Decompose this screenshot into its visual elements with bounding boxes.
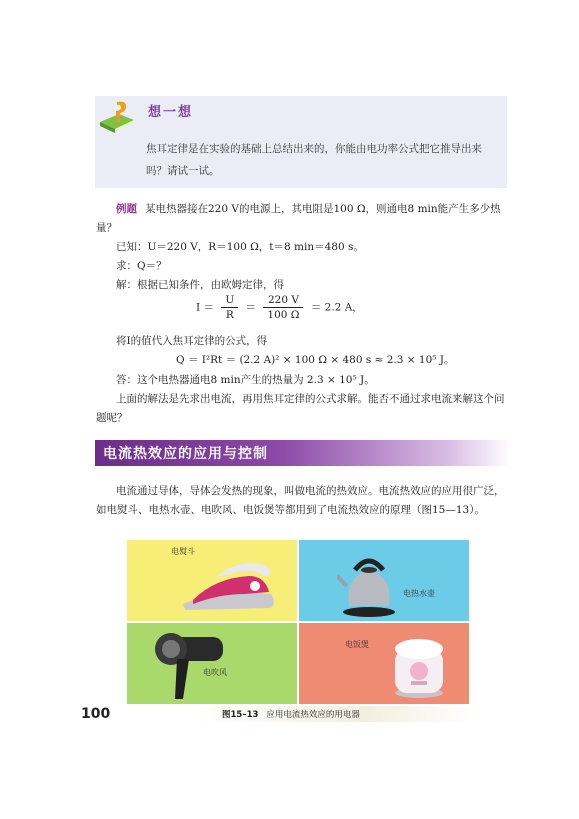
book-question-icon xyxy=(97,98,137,136)
example-substitute: 将I的值代入焦耳定律的公式，得 xyxy=(116,335,268,347)
ricecooker-label: 电饭煲 xyxy=(345,640,369,649)
page-number: 100 xyxy=(81,706,111,722)
example-find: 求：Q＝？ xyxy=(116,260,167,272)
panel-iron xyxy=(127,540,297,621)
example-solution-intro: 解：根据已知条件，由欧姆定律，得 xyxy=(116,279,284,291)
kettle-label: 电热水壶 xyxy=(403,589,435,598)
example-answer: 答：这个电热器通电8 min产生的热量为 2.3 × 10⁵ J。 xyxy=(116,374,375,386)
example-problem xyxy=(96,200,510,238)
fraction-u-over-r xyxy=(221,293,238,322)
panel-hairdryer xyxy=(127,623,297,704)
hairdryer-icon xyxy=(149,629,225,701)
think-title: 想一想 xyxy=(148,105,194,120)
think-text: 焦耳定律是在实验的基础上总结出来的，你能由电功率公式把它推导出来吗？请试一试。 xyxy=(146,143,482,177)
formula1-equals: ＝ xyxy=(245,301,257,314)
section-title: 电流热效应的应用与控制 xyxy=(103,446,268,462)
figure-caption xyxy=(222,708,360,720)
caption-text: 应用电流热效应的用电器 xyxy=(266,710,360,720)
panel-kettle xyxy=(299,540,469,621)
example-problem-text: 某电热器接在220 V的电源上，其电阻是100 Ω，则通电8 min能产生多少热量？ xyxy=(96,203,501,234)
fraction-denominator: 100 Ω xyxy=(267,309,300,321)
section-paragraph: 电流通过导体，导体会发热的现象，叫做电流的热效应。电流热效应的应用很广泛，如电熨斗、电热水壶、电吹风、电饭煲等都用到了电流热效应的原理（图15—13）。 xyxy=(96,485,505,516)
appliance-figure xyxy=(127,540,470,704)
iron-icon xyxy=(175,554,285,618)
formula1-lhs: I ＝ xyxy=(196,301,214,314)
fraction-numerator: U xyxy=(221,293,238,308)
fraction-numerator: 220 V xyxy=(263,293,303,308)
fraction-values xyxy=(263,293,303,322)
caption-label: 图15–13 xyxy=(222,710,259,720)
ohm-formula xyxy=(196,293,363,322)
panel-ricecooker xyxy=(299,623,469,704)
fraction-denominator: R xyxy=(225,309,234,321)
formula1-result: ＝ 2.2 A， xyxy=(310,301,363,314)
hairdryer-label: 电吹风 xyxy=(203,668,227,677)
joule-formula: Q ＝ I²Rt ＝ (2.2 A)² × 100 Ω × 480 s ≈ 2.3 × 10⁵ J。 xyxy=(176,354,455,366)
ricecooker-icon xyxy=(389,631,449,699)
example-given: 已知：U＝220 V，R＝100 Ω，t＝8 min＝480 s。 xyxy=(116,241,364,253)
example-label: 例题 xyxy=(116,203,137,215)
kettle-icon xyxy=(337,546,401,618)
example-followup: 上面的解法是先求出电流，再用焦耳定律的公式求解。能否不通过求电流来解这个问题呢？ xyxy=(96,393,505,424)
iron-label: 电熨斗 xyxy=(171,547,195,556)
